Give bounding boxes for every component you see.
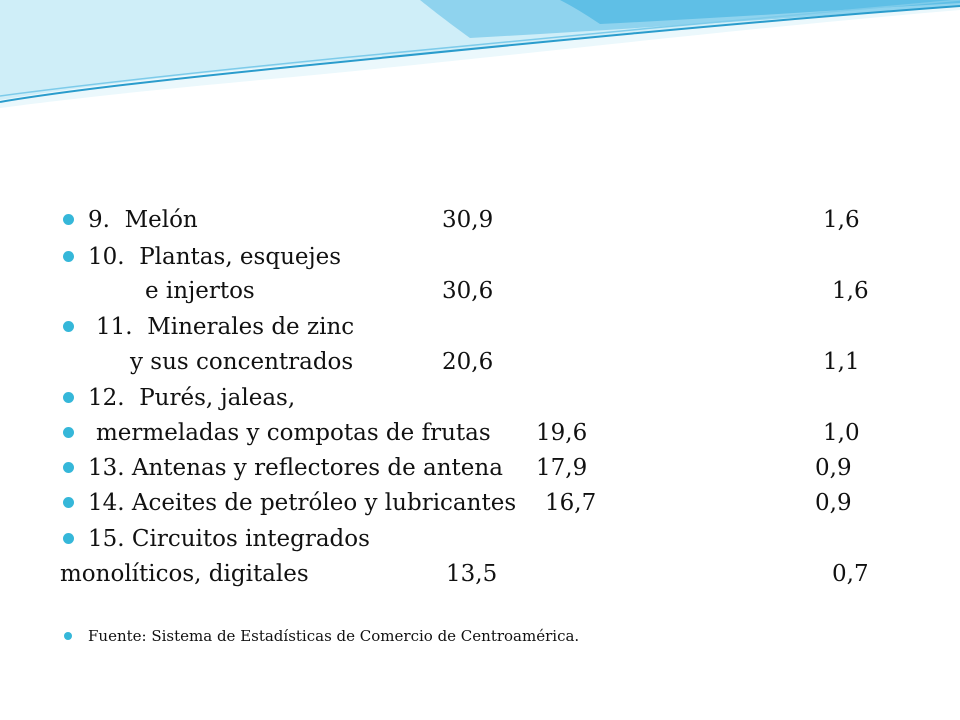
value-1: 19,6	[536, 420, 588, 446]
bullet-icon	[63, 427, 74, 438]
bullet-icon	[64, 632, 72, 640]
item-label: mermeladas y compotas de frutas	[96, 420, 491, 446]
item-label: y sus concentrados	[130, 349, 354, 375]
value-2: 0,9	[815, 490, 852, 516]
item-label: monolíticos, digitales	[60, 561, 309, 587]
bullet-icon	[63, 392, 74, 403]
item-label: e injertos	[145, 278, 255, 304]
value-2: 1,6	[832, 278, 869, 304]
item-label: 14. Aceites de petróleo y lubricantes	[88, 490, 517, 516]
source-text: Fuente: Sistema de Estadísticas de Comercio de Centroamérica.	[88, 627, 580, 645]
item-label: 9. Melón	[88, 207, 198, 233]
item-label: 10. Plantas, esquejes	[88, 244, 342, 270]
item-label: 11. Minerales de zinc	[96, 314, 355, 340]
bullet-icon	[63, 321, 74, 332]
value-1: 13,5	[446, 561, 498, 587]
bullet-icon	[63, 462, 74, 473]
value-2: 0,9	[815, 455, 852, 481]
item-label: 12. Purés, jaleas,	[88, 385, 296, 411]
bullet-icon	[63, 533, 74, 544]
value-1: 20,6	[442, 349, 494, 375]
value-1: 17,9	[536, 455, 588, 481]
value-2: 1,0	[823, 420, 860, 446]
value-2: 1,6	[823, 207, 860, 233]
item-label: 13. Antenas y reflectores de antena	[88, 455, 503, 481]
value-2: 0,7	[832, 561, 869, 587]
item-label: 15. Circuitos integrados	[88, 526, 370, 552]
bullet-icon	[63, 251, 74, 262]
bullet-icon	[63, 497, 74, 508]
value-1: 30,9	[442, 207, 494, 233]
value-1: 16,7	[545, 490, 597, 516]
value-1: 30,6	[442, 278, 494, 304]
bullet-icon	[63, 214, 74, 225]
header-wave-decoration	[0, 0, 960, 120]
value-2: 1,1	[823, 349, 860, 375]
